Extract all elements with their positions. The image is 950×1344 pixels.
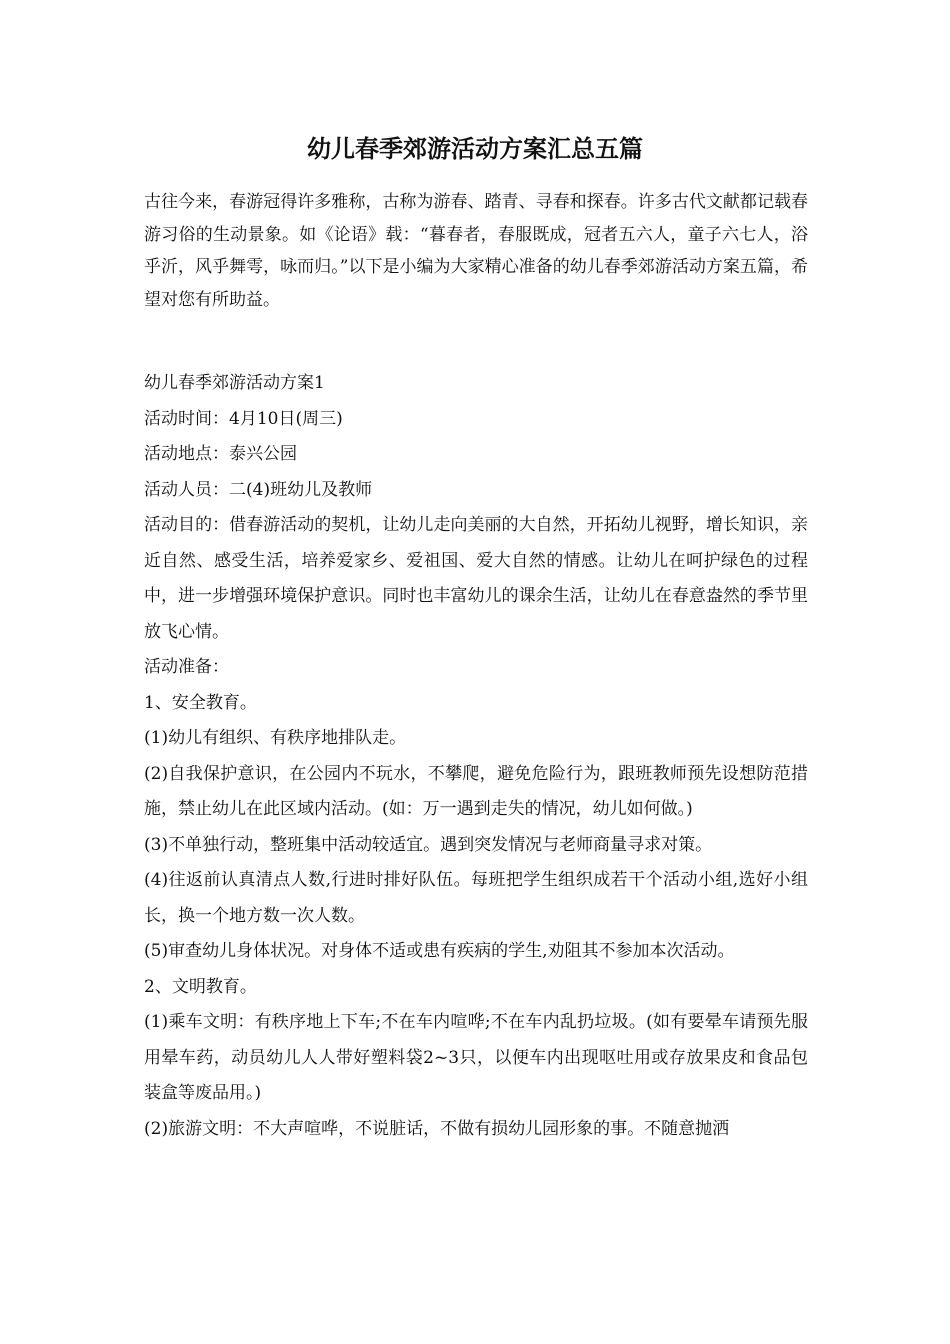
activity-time: 活动时间：4月10日(周三) [144,408,343,429]
safety-item-4: (4)往返前认真清点人数,行进时排好队伍。每班把学生组织成若干个活动小组,选好小组长，换一个地方数一次人数。 [144,870,808,926]
document-title: 幼儿春季郊游活动方案汇总五篇 [307,134,643,163]
safety-item-1: (1)幼儿有组织、有秩序地排队走。 [144,728,407,748]
safety-education-heading: 1、安全教育。 [144,692,257,713]
safety-item-5: (5)审查幼儿身体状况。对身体不适或患有疾病的学生,劝阻其不参加本次活动。 [144,941,735,961]
plan-heading: 幼儿春季郊游活动方案1 [144,373,325,393]
activity-location: 活动地点：泰兴公园 [144,444,297,464]
safety-item-2: (2)自我保护意识，在公园内不玩水，不攀爬，避免危险行为，跟班教师预先设想防范措施，禁止幼儿在此区域内活动。(如：万一遇到走失的情况，幼儿如何做。) [144,763,808,819]
activity-preparation: 活动准备： [144,657,229,677]
intro-paragraph: 古往今来，春游冠得许多雅称，古称为游春、踏青、寻春和探春。许多古代文献都记载春游习俗的生动景象。如《论语》载：“暮春者，春服既成，冠者五六人，童子六七人，浴乎沂，风乎舞雩，咏而归。”以下是小编为大家精心准备的幼儿春季郊游活动方案五篇，希望对您有所助益。 [144,192,808,310]
civility-item-2: (2)旅游文明：不大声喧哗，不说脏话，不做有损幼儿园形象的事。不随意抛洒 [144,1118,730,1139]
activity-participants: 活动人员：二(4)班幼儿及教师 [144,479,373,500]
civility-education-heading: 2、文明教育。 [144,976,257,997]
document-body [144,366,808,1147]
safety-item-3: (3)不单独行动，整班集中活动较适宜。遇到突发情况与老师商量寻求对策。 [144,834,713,855]
civility-item-1: (1)乘车文明：有秩序地上下车;不在车内喧哗;不在车内乱扔垃圾。(如有要晕车请预先服用晕车药，动员幼儿人人带好塑料袋2~3只，以便车内出现呕吐用或存放果皮和食品包装盒等废品用。) [144,1012,808,1103]
activity-purpose: 活动目的：借春游活动的契机，让幼儿走向美丽的大自然，开拓幼儿视野，增长知识，亲近自然、感受生活，培养爱家乡、爱祖国、爱大自然的情感。让幼儿在呵护绿色的过程中，进一步增强环境保护意识。同时也丰富幼儿的课余生活，让幼儿在春意盎然的季节里放飞心情。 [144,515,808,642]
